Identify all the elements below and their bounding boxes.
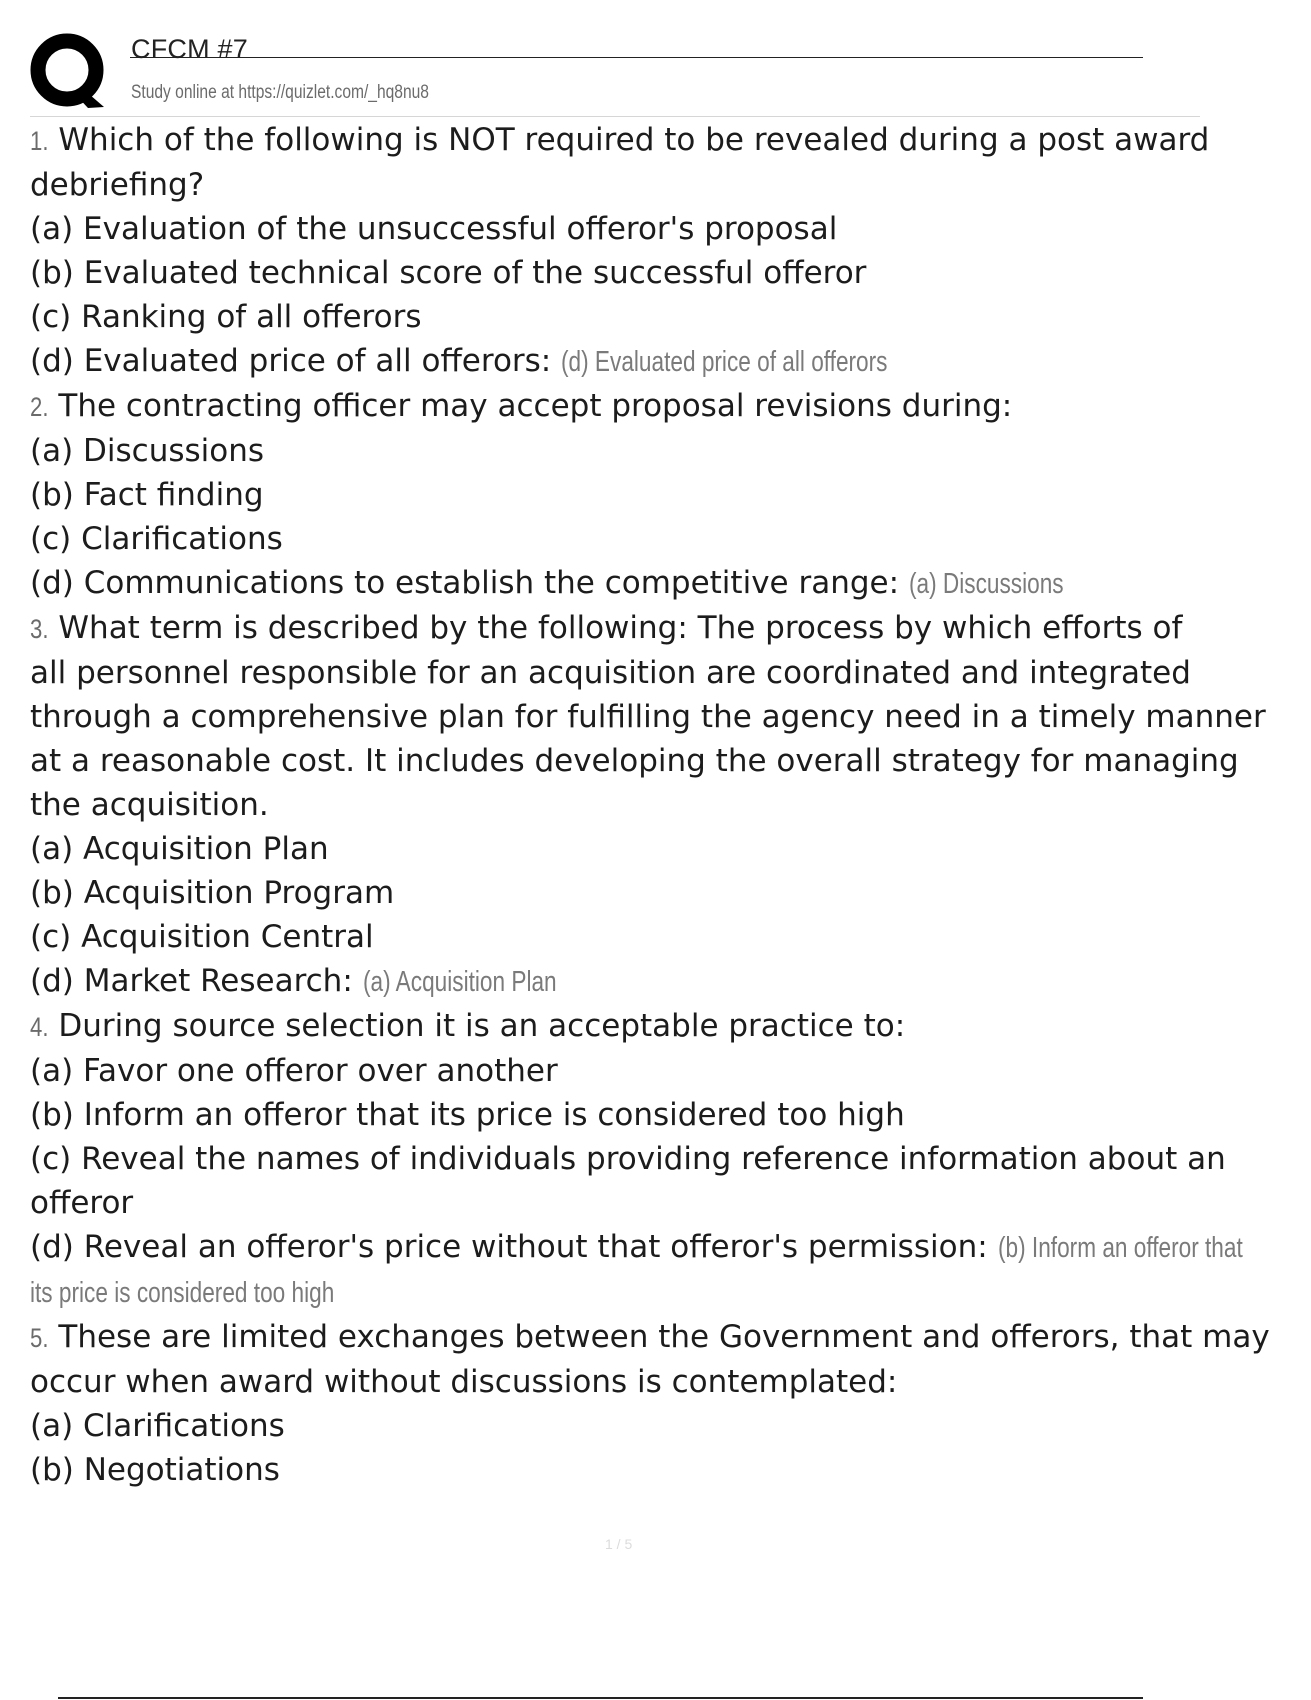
answer-option: (b) Acquisition Program: [30, 875, 395, 911]
question-4: [30, 1004, 1243, 1315]
question-number: 1.: [30, 126, 49, 156]
question-stem-line: occur when award without discussions is contemplated:: [30, 1364, 898, 1400]
answer-option: (a) Discussions: [30, 433, 265, 469]
title-underline: [130, 57, 1143, 58]
page-number: 1 / 5: [605, 1536, 633, 1552]
quizlet-logo-icon: [30, 30, 112, 112]
question-stem-line: 5. These are limited exchanges between the Government and offerors, that may: [30, 1315, 1200, 1360]
question-stem-line: all personnel responsible for an acquisition are coordinated and integrated: [30, 655, 1191, 691]
question-stem-line: at a reasonable cost. It includes developing the overall strategy for managing: [30, 743, 1239, 779]
question-number: 5.: [30, 1323, 49, 1353]
answer-option: (c) Acquisition Central: [30, 919, 374, 955]
answer-option-final: (d) Reveal an offeror's price without that offeror's permission: (b) Inform an offeror that: [30, 1225, 1200, 1270]
answer-option: (b) Inform an offeror that its price is considered too high: [30, 1097, 905, 1133]
question-5: [30, 1315, 1270, 1492]
question-stem-line: 1. Which of the following is NOT required to be revealed during a post award: [30, 118, 1200, 163]
answer-option: (c) Reveal the names of individuals providing reference information about an: [30, 1141, 1226, 1177]
header-divider: [30, 116, 1200, 117]
answer-option: (c) Ranking of all offerors: [30, 299, 422, 335]
question-list: [30, 118, 1270, 1488]
question-stem-line: debriefing?: [30, 167, 205, 203]
correct-answer: (a) Discussions: [908, 568, 1064, 600]
question-1: [30, 118, 1210, 384]
answer-option-final: (d) Evaluated price of all offerors: (d) Evaluated price of all offerors: [30, 339, 1200, 384]
correct-answer: (a) Acquisition Plan: [362, 966, 557, 998]
question-number: 2.: [30, 392, 49, 422]
study-online-link[interactable]: Study online at https://quizlet.com/_hq8nu8: [131, 82, 429, 103]
answer-option-final: (d) Market Research: (a) Acquisition Plan: [30, 959, 1200, 1004]
answer-option: (a) Favor one offeror over another: [30, 1053, 558, 1089]
answer-option: (a) Acquisition Plan: [30, 831, 329, 867]
correct-answer: (d) Evaluated price of all offerors: [561, 346, 888, 378]
question-number: 3.: [30, 614, 49, 644]
question-stem-line: through a comprehensive plan for fulfilling the agency need in a timely manner: [30, 699, 1266, 735]
answer-option-final: (d) Communications to establish the competitive range: (a) Discussions: [30, 561, 1200, 606]
answer-option: (a) Clarifications: [30, 1408, 285, 1444]
answer-option: (c) Clarifications: [30, 521, 283, 557]
question-number: 4.: [30, 1012, 49, 1042]
question-stem-line: 3. What term is described by the following: The process by which efforts of: [30, 606, 1200, 651]
question-stem-line: 2. The contracting officer may accept proposal revisions during:: [30, 384, 1200, 429]
answer-option: (b) Fact finding: [30, 477, 264, 513]
question-stem-line: the acquisition.: [30, 787, 269, 823]
correct-answer: (b) Inform an offeror that: [997, 1232, 1243, 1264]
answer-option: offeror: [30, 1185, 134, 1221]
question-2: [30, 384, 1200, 606]
correct-answer-continued: its price is considered too high: [30, 1277, 335, 1309]
question-3: [30, 606, 1266, 1004]
answer-option: (a) Evaluation of the unsuccessful offeror's proposal: [30, 211, 838, 247]
question-stem-line: 4. During source selection it is an acceptable practice to:: [30, 1004, 1200, 1049]
answer-option: (b) Negotiations: [30, 1452, 280, 1488]
footer-divider: [58, 1697, 1143, 1699]
page-header: [0, 0, 1200, 118]
answer-option: (b) Evaluated technical score of the successful offeror: [30, 255, 867, 291]
document-title: CFCM #7: [131, 34, 248, 64]
